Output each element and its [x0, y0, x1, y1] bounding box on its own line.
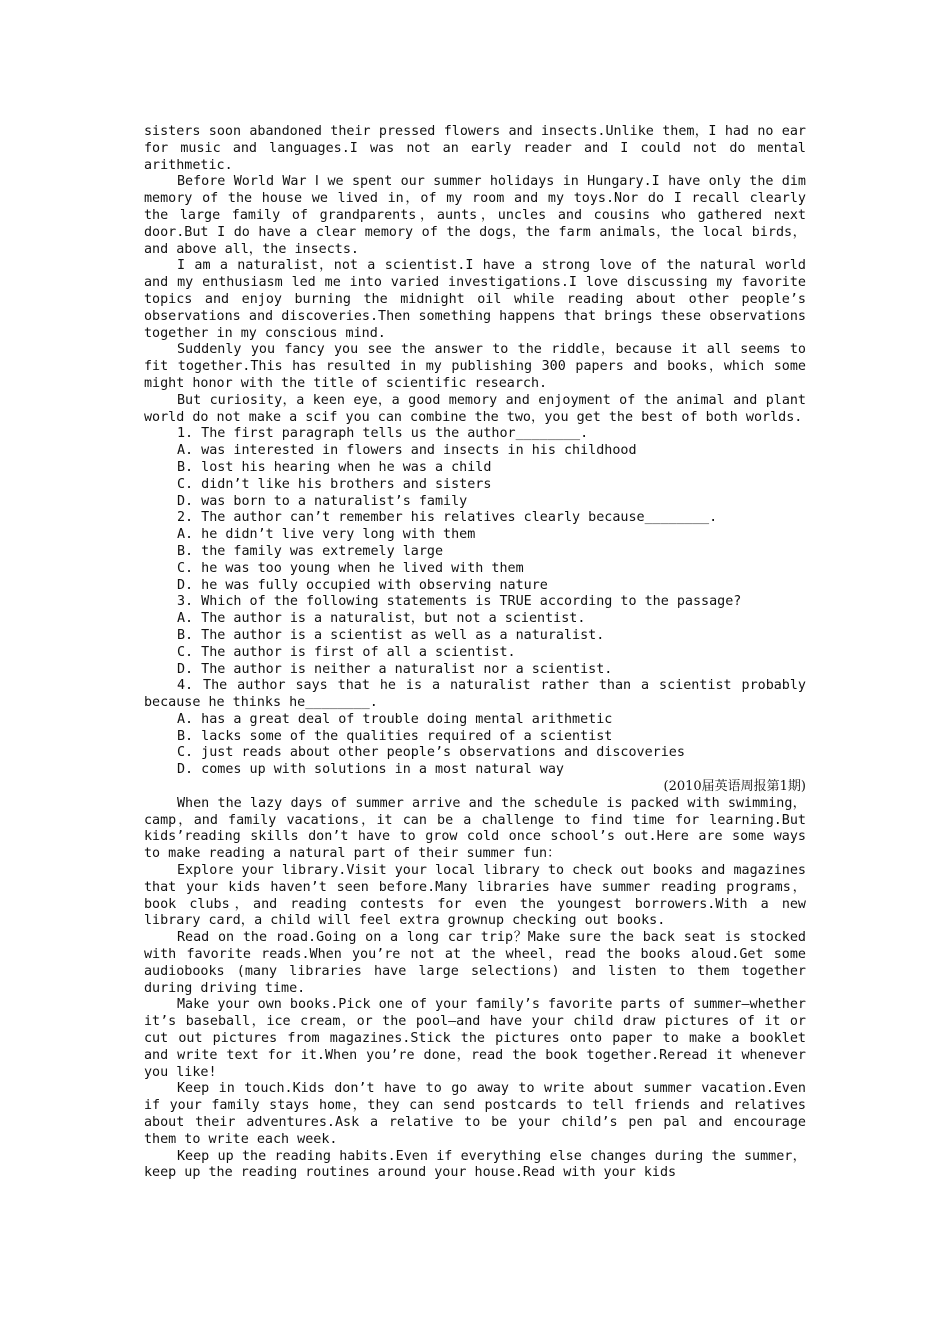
question-stem: 1. The first paragraph tells us the author________.: [177, 426, 589, 442]
paragraph: Keep in touch.Kids don’t have to go away to write about summer vacation.Even if your family stays home，they can send postcards to tell friends and relatives about their adventures.Ask a relative to be your child’s pen pal and encourage them to write each week.: [144, 1081, 806, 1147]
source-citation: (2010届英语周报第1期): [663, 779, 806, 795]
answer-option: B. The author is a scientist as well as a naturalist.: [177, 627, 605, 643]
answer-option: D. The author is neither a naturalist nor a scientist.: [177, 661, 613, 677]
answer-option: A. was interested in flowers and insects in his childhood: [177, 443, 637, 459]
question-stem: 4. The author says that he is a naturalist rather than a scientist probably because he thinks he________.: [144, 678, 806, 711]
passage-one: [144, 124, 806, 426]
paragraph: Explore your library.Visit your local library to check out books and magazines that your kids haven’t seen before.Many libraries have summer reading programs，book clubs，and reading contests for even the youngest borrowers.With a new library card，a child will feel extra grownup checking out books.: [144, 863, 806, 929]
question-stem: 3. Which of the following statements is TRUE according to the passage?: [177, 594, 742, 610]
paragraph: Read on the road.Going on a long car trip？Make sure the back seat is stocked with favorite reads.When you’re not at the wheel，read the books aloud.Get some audiobooks (many libraries have large selections) and listen to them together during driving time.: [144, 930, 806, 996]
answer-option: B. lacks some of the qualities required of a scientist: [177, 728, 613, 744]
answer-option: D. he was fully occupied with observing nature: [177, 577, 548, 593]
paragraph: But curiosity，a keen eye，a good memory and enjoyment of the animal and plant world do not make a scif you can combine the two，you get the best of both worlds.: [144, 392, 806, 425]
paragraph: Keep up the reading habits.Even if everything else changes during the summer，keep up the reading routines around your house.Read with your kids: [144, 1148, 806, 1181]
question-stem: 2. The author can’t remember his relatives clearly because________.: [177, 510, 718, 526]
paragraph: sisters soon abandoned their pressed flowers and insects.Unlike them，I had no ear for music and languages.I was not an early reader and I could not do mental arithmetic.: [144, 124, 806, 173]
answer-option: C. The author is first of all a scientist.: [177, 644, 516, 660]
paragraph: Before World War Ⅰ we spent our summer holidays in Hungary.I have only the dim memory of the house we lived in，of my room and my toys.Nor do I recall clearly the large family of grandparents，aunts，uncles and cousins who gathered next door.But I do have a clear memory of the dogs，the farm animals，the local birds，and above all，the insects.: [144, 174, 806, 257]
answer-option: A. has a great deal of trouble doing mental arithmetic: [177, 711, 613, 727]
paragraph: Suddenly you fancy you see the answer to the riddle，because it all seems to fit together.This has resulted in my publishing 300 papers and books，which some might honor with the title of scientific research.: [144, 342, 806, 391]
passage-two: [144, 796, 806, 1182]
answer-option: C. just reads about other people’s observations and discoveries: [177, 745, 685, 761]
answer-option: C. didn’t like his brothers and sisters: [177, 476, 492, 492]
answer-option: C. he was too young when he lived with them: [177, 560, 524, 576]
question-block: [144, 426, 806, 779]
paragraph: When the lazy days of summer arrive and the schedule is packed with swimming，camp，and family vacations，it can be a challenge to find time for learning.But kids’reading skills don’t have to grow cold once school’s out.Here are some ways to make reading a natural part of their summer fun：: [144, 795, 806, 862]
paragraph: I am a naturalist，not a scientist.I have a strong love of the natural world and my enthusiasm led me into varied investigations.I love discussing my favorite topics and enjoy burning the midnight oil while reading about other people’s observations and discoveries.Then something happens that brings these observations together in my conscious mind.: [144, 258, 806, 341]
answer-option: D. comes up with solutions in a most natural way: [177, 762, 564, 778]
answer-option: B. lost his hearing when he was a child: [177, 459, 492, 475]
document-page: [144, 124, 806, 1182]
answer-option: A. he didn’t live very long with them: [177, 527, 476, 543]
answer-option: D. was born to a naturalist’s family: [177, 493, 468, 509]
answer-option: B. the family was extremely large: [177, 543, 444, 559]
paragraph: Make your own books.Pick one of your family’s favorite parts of summer—whether it’s baseball，ice cream，or the pool—and have your child draw pictures of it or cut out pictures from magazines.Stick the pictures onto paper to make a booklet and write text for it.When you’re done，read the book together.Reread it whenever you like!: [144, 997, 806, 1080]
answer-option: A. The author is a naturalist，but not a scientist.: [177, 611, 586, 627]
